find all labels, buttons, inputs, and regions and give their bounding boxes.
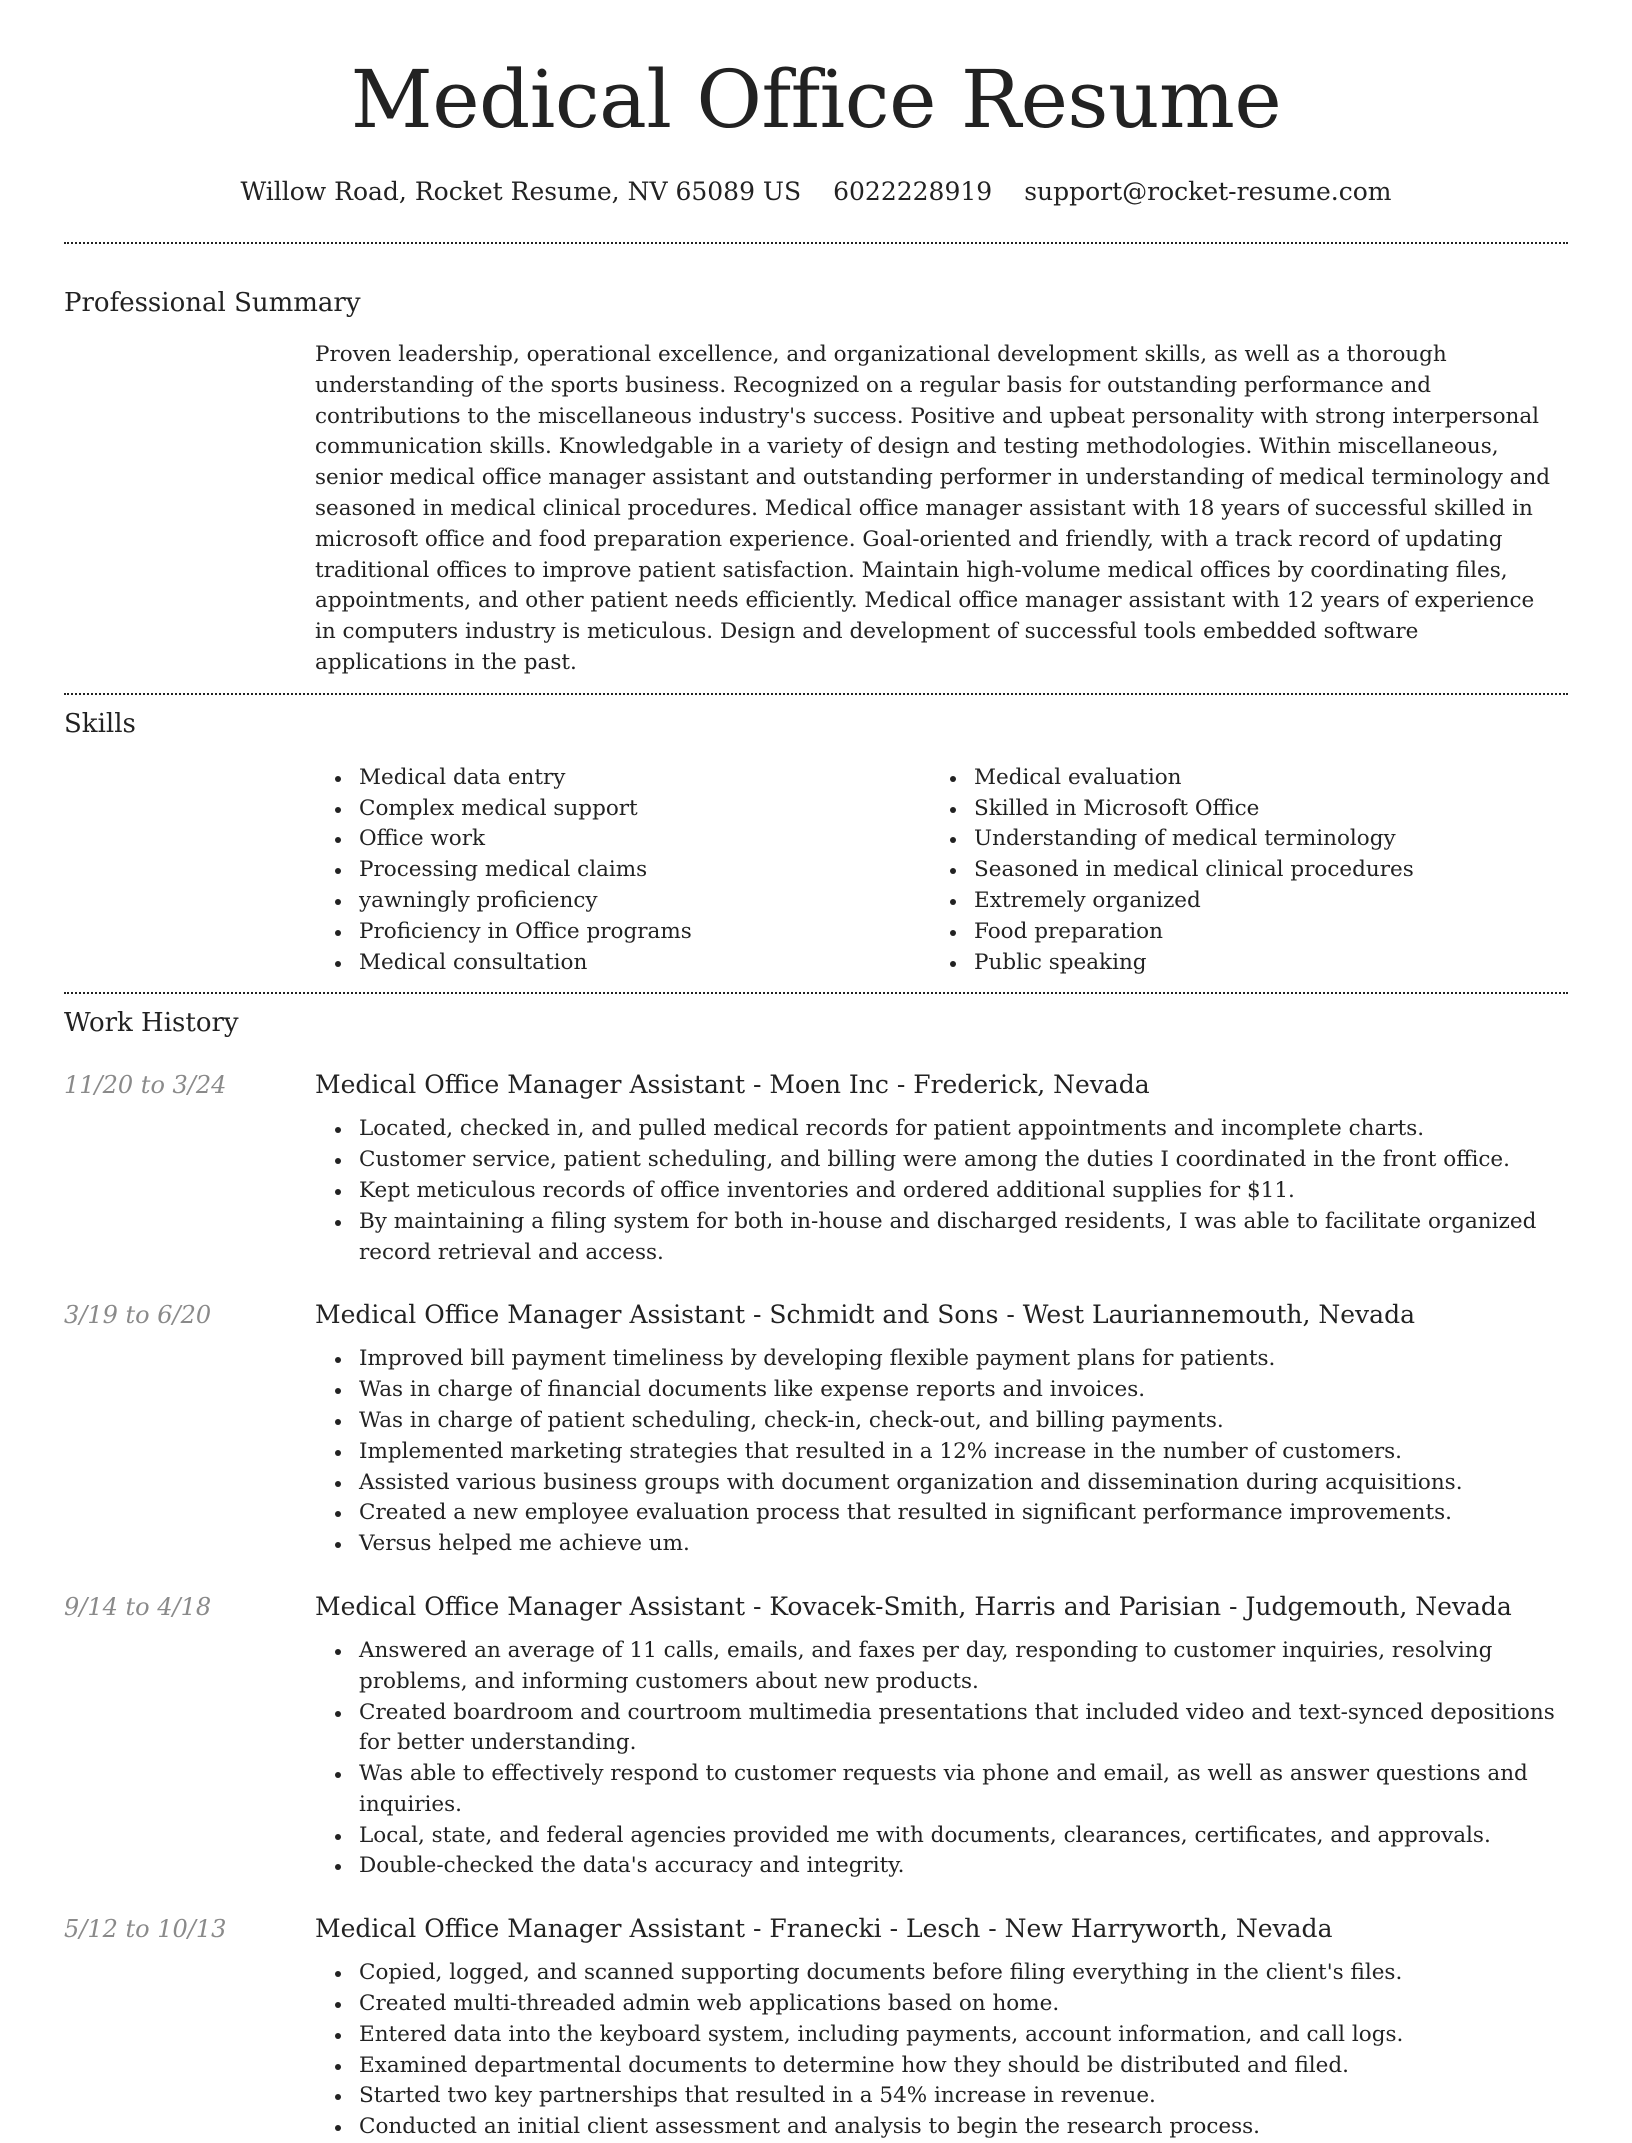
resume-page <box>64 0 1568 2143</box>
job-bullet: Created a new employee evaluation process that resulted in significant performance improvements. <box>359 1498 1568 1529</box>
contact-phone: 6022228919 <box>833 177 993 206</box>
job-bullet: Local, state, and federal agencies provided me with documents, clearances, certificates, and approvals. <box>359 1821 1568 1852</box>
job-title: Medical Office Manager Assistant - Kovacek-Smith, Harris and Parisian - Judgemouth, Nevada <box>315 1591 1512 1621</box>
job-title: Medical Office Manager Assistant - Moen Inc - Frederick, Nevada <box>315 1070 1150 1100</box>
section-title-summary: Professional Summary <box>64 288 361 318</box>
skill-item: Extremely organized <box>974 886 1545 917</box>
skill-item: Medical consultation <box>359 948 930 979</box>
job-bullet: Was in charge of patient scheduling, check-in, check-out, and billing payments. <box>359 1406 1568 1437</box>
job-dates: 3/19 to 6/20 <box>64 1301 212 1330</box>
skill-item: Complex medical support <box>359 794 930 825</box>
skill-item: Office work <box>359 824 930 855</box>
job-entry <box>64 1912 1568 2143</box>
job-bullet: Was in charge of financial documents like expense reports and invoices. <box>359 1375 1568 1406</box>
skill-item: Understanding of medical terminology <box>974 824 1545 855</box>
job-bullet: Started two key partnerships that resulted in a 54% increase in revenue. <box>359 2081 1568 2112</box>
job-bullet: Entered data into the keyboard system, including payments, account information, and call logs. <box>359 2020 1568 2051</box>
job-bullet: Copied, logged, and scanned supporting documents before filing everything in the client's files. <box>359 1958 1568 1989</box>
contact-email: support@rocket-resume.com <box>1024 177 1392 206</box>
contact-line <box>64 176 1568 208</box>
skill-item: Skilled in Microsoft Office <box>974 794 1545 825</box>
divider <box>64 693 1568 695</box>
job-bullet: By maintaining a filing system for both in-house and discharged residents, I was able to facilitate organized record retrieval and access. <box>359 1207 1568 1269</box>
skill-item: Medical evaluation <box>974 763 1545 794</box>
job-bullet: Assisted various business groups with document organization and dissemination during acquisitions. <box>359 1468 1568 1499</box>
job-entry <box>64 1068 1568 1268</box>
work-history-section <box>64 1006 1568 2143</box>
job-bullets <box>64 1636 1568 1882</box>
skill-item: Proficiency in Office programs <box>359 917 930 948</box>
job-bullet: Double-checked the data's accuracy and integrity. <box>359 1851 1568 1882</box>
divider <box>64 992 1568 994</box>
skill-item: yawningly proficiency <box>359 886 930 917</box>
job-bullet: Customer service, patient scheduling, and billing were among the duties I coordinated in the front office. <box>359 1145 1568 1176</box>
job-bullet: Located, checked in, and pulled medical records for patient appointments and incomplete charts. <box>359 1114 1568 1145</box>
job-bullets <box>64 1958 1568 2143</box>
skill-item: Processing medical claims <box>359 855 930 886</box>
job-bullet: Implemented marketing strategies that resulted in a 12% increase in the number of customers. <box>359 1437 1568 1468</box>
summary-text: Proven leadership, operational excellence, and organizational development skills, as well as a thorough understanding of the sports business. Recognized on a regular basis for outstanding performance and contributions to the miscellaneous industry's success. Positive and upbeat personality with strong interpersonal communication skills. Knowledgable in a variety of design and testing methodologies. Within miscellaneous, senior medical office manager assistant and outstanding performer in understanding of medical terminology and seasoned in medical clinical procedures. Medical office manager assistant with 18 years of successful skilled in microsoft office and food preparation experience. Goal-oriented and friendly, with a track record of updating traditional offices to improve patient satisfaction. Maintain high-volume medical offices by coordinating files, appointments, and other patient needs efficiently. Medical office manager assistant with 12 years of experience in computers industry is meticulous. Design and development of successful tools embedded software applications in the past. <box>315 342 1551 675</box>
job-dates: 9/14 to 4/18 <box>64 1592 212 1621</box>
job-entry <box>64 1298 1568 1560</box>
resume-title: Medical Office Resume <box>350 53 1282 146</box>
section-title-skills: Skills <box>64 708 136 739</box>
skill-item: Food preparation <box>974 917 1545 948</box>
divider <box>64 242 1568 244</box>
job-bullets <box>64 1344 1568 1560</box>
skills-section <box>64 707 1568 979</box>
job-dates: 11/20 to 3/24 <box>64 1071 227 1100</box>
skills-grid <box>315 763 1568 979</box>
job-dates: 5/12 to 10/13 <box>64 1915 227 1944</box>
job-bullet: Created multi-threaded admin web applications based on home. <box>359 1989 1568 2020</box>
job-bullet: Versus helped me achieve um. <box>359 1529 1568 1560</box>
summary-section <box>64 286 1568 679</box>
job-bullet: Answered an average of 11 calls, emails, and faxes per day, responding to customer inquiries, resolving problems, and informing customers about new products. <box>359 1636 1568 1698</box>
job-bullet: Created boardroom and courtroom multimedia presentations that included video and text-synced depositions for better understanding. <box>359 1698 1568 1760</box>
job-bullet: Improved bill payment timeliness by developing flexible payment plans for patients. <box>359 1344 1568 1375</box>
skill-item: Medical data entry <box>359 763 930 794</box>
skills-column-right <box>930 763 1545 979</box>
job-title: Medical Office Manager Assistant - Franecki - Lesch - New Harryworth, Nevada <box>315 1914 1333 1944</box>
job-bullet: Was able to effectively respond to customer requests via phone and email, as well as answer questions and inquiries. <box>359 1759 1568 1821</box>
job-bullets <box>64 1114 1568 1268</box>
job-bullet: Kept meticulous records of office inventories and ordered additional supplies for $11. <box>359 1176 1568 1207</box>
skills-column-left <box>315 763 930 979</box>
job-title: Medical Office Manager Assistant - Schmidt and Sons - West Lauriannemouth, Nevada <box>315 1300 1415 1330</box>
skill-item: Public speaking <box>974 948 1545 979</box>
contact-address: Willow Road, Rocket Resume, NV 65089 US <box>240 177 802 206</box>
skill-item: Seasoned in medical clinical procedures <box>974 855 1545 886</box>
section-title-work-history: Work History <box>64 1008 239 1039</box>
job-entry <box>64 1590 1568 1882</box>
job-bullet: Examined departmental documents to determine how they should be distributed and filed. <box>359 2051 1568 2082</box>
job-bullet: Conducted an initial client assessment and analysis to begin the research process. <box>359 2112 1568 2143</box>
